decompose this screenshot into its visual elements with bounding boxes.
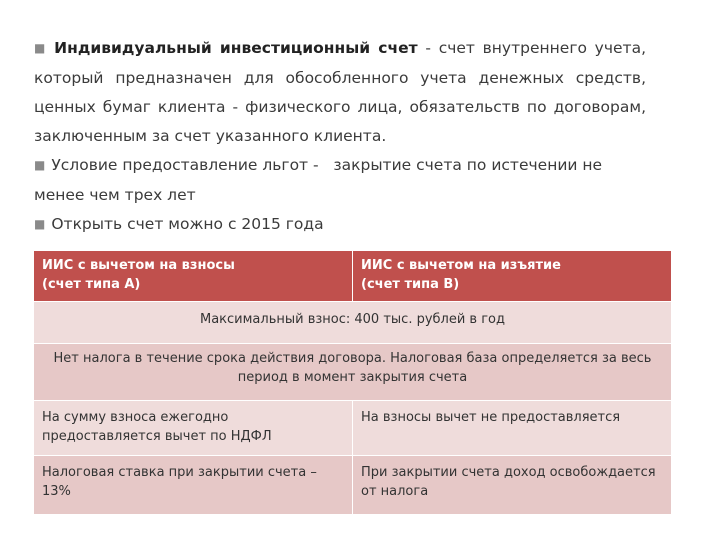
no-tax-cell: [34, 344, 672, 401]
table-row: [34, 302, 672, 344]
bullet-benefit-condition: [34, 151, 646, 210]
type-a-tax-rate-cell: Налоговая ставка при закрытии счета – 13%: [34, 456, 353, 515]
header-type-b-subtitle: (счет типа В): [361, 277, 460, 292]
bullet-marker-icon: ■: [34, 217, 46, 231]
iis-term: Индивидуальный инвестиционный счет: [54, 39, 418, 57]
table-row: [34, 344, 672, 401]
bullet-iis-definition: [34, 34, 646, 151]
header-type-a-subtitle: (счет типа А): [42, 277, 141, 292]
max-contribution-cell: Максимальный взнос: 400 тыс. рублей в год: [34, 302, 672, 344]
type-a-deduction-cell: На сумму взноса ежегодно предоставляется вычет по НДФЛ: [34, 401, 353, 456]
header-type-a: [34, 251, 353, 302]
no-tax-line-2: период в момент закрытия счета: [237, 370, 468, 385]
header-type-a-title: ИИС с вычетом на взносы: [42, 258, 235, 273]
benefit-condition-text: Условие предоставление льгот - закрытие счета по истечении не менее чем трех лет: [34, 156, 608, 204]
bullet-marker-icon: ■: [34, 158, 46, 172]
iis-definition: - счет внутреннего учета, который предназначен для обособленного учета денежных средств, ценных бумаг клиента - физического лица, обязательств по договорам, заключенным за счет указанного клиента.: [34, 39, 646, 145]
iis-comparison-table: [33, 250, 672, 515]
table-row: [34, 456, 672, 515]
type-b-deduction-cell: На взносы вычет не предоставляется: [353, 401, 672, 456]
open-since-text: Открыть счет можно с 2015 года: [51, 215, 324, 233]
header-type-b-title: ИИС с вычетом на изъятие: [361, 258, 561, 273]
bullet-marker-icon: ■: [34, 41, 49, 55]
no-tax-line-1: Нет налога в течение срока действия договора. Налоговая база определяется за весь: [53, 351, 652, 366]
table-row: [34, 401, 672, 456]
type-b-tax-exempt-cell: При закрытии счета доход освобождается от налога: [353, 456, 672, 515]
table-header-row: [34, 251, 672, 302]
bullet-list: [34, 34, 646, 240]
bullet-open-since: [34, 210, 646, 240]
header-type-b: [353, 251, 672, 302]
